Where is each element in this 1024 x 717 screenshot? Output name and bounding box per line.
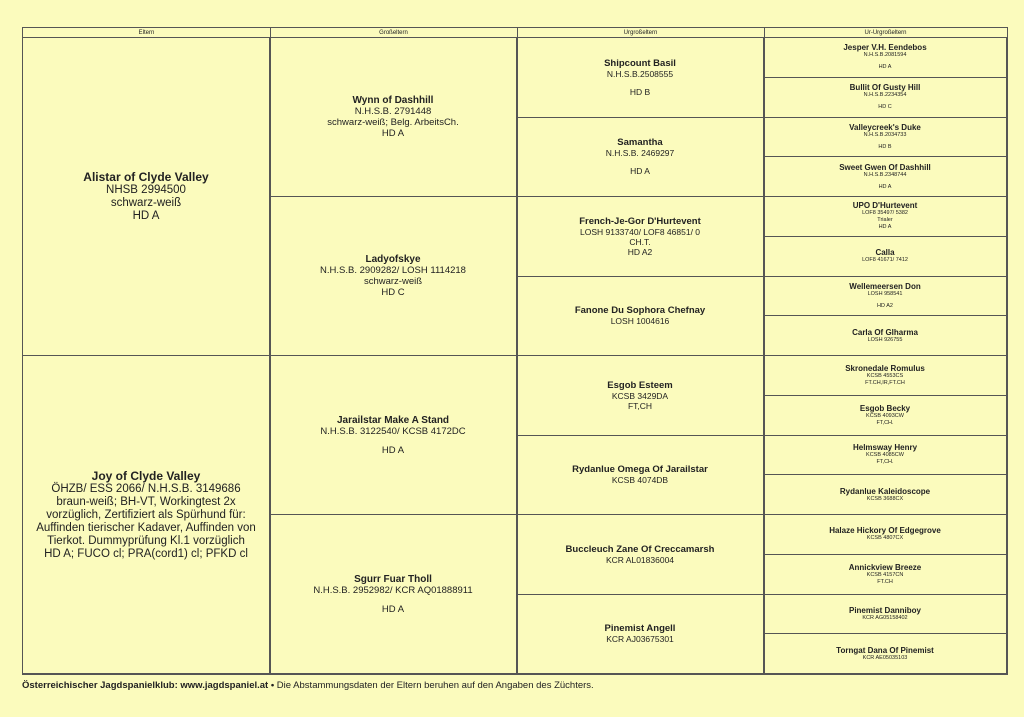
dog-name: Ladyofskye: [365, 254, 421, 265]
great-great-grandparent-cell: [764, 436, 1007, 476]
great-great-grandparent-cell: [764, 197, 1007, 237]
dog-detail: HD A: [878, 183, 892, 190]
dog-detail: N.H.S.B.2081594: [863, 52, 907, 59]
dog-detail: N.H.S.B.2348744: [863, 171, 907, 178]
dog-detail: N.H.S.B.2034733: [863, 131, 907, 138]
dog-name: Wynn of Dashhill: [352, 95, 434, 106]
dog-detail: KCSB 4085CW: [866, 452, 904, 459]
dog-detail: HD A2: [877, 302, 893, 309]
dog-detail: FT,CH: [627, 400, 653, 411]
parent-cell: [23, 356, 270, 674]
dog-detail: KCSB 4553CS: [866, 372, 904, 379]
dog-name: Jesper V.H. Eendebos: [843, 43, 927, 53]
dog-name: Esgob Becky: [859, 403, 911, 413]
great-great-grandparent-cell: [764, 78, 1007, 118]
dog-detail: HD A: [630, 166, 650, 177]
dog-detail: vorzüglich, Zertifiziert als Spürhund für:: [46, 508, 246, 521]
dog-detail: LOSH 958541: [867, 290, 903, 297]
dog-detail: LOF8 35497/ 5382: [862, 210, 908, 217]
dog-detail: KCSB 4074DB: [611, 475, 669, 486]
dog-name: Pinemist Angell: [604, 623, 676, 635]
dog-detail: KCSB 3429DA: [611, 390, 669, 401]
dog-detail: HD A2: [627, 246, 653, 257]
grandparent-cell: [270, 356, 517, 515]
dog-detail: HD C: [381, 287, 405, 298]
dog-detail: KCSB 4807CX: [866, 535, 904, 542]
great-grandparent-cell: [517, 277, 764, 357]
dog-detail: N.H.S.B.2234354: [863, 92, 907, 99]
header-eltern: Eltern: [23, 28, 270, 38]
dog-name: Shipcount Basil: [604, 57, 676, 69]
great-great-grandparent-cell: [764, 634, 1007, 674]
dog-detail: N.H.S.B.2508555: [606, 68, 674, 79]
dog-detail: LOF8 41671/ 7412: [862, 257, 908, 264]
dog-name: Alistar of Clyde Valley: [83, 170, 209, 184]
dog-name: Jarailstar Make A Stand: [336, 414, 450, 426]
dog-detail: HD A: [381, 128, 405, 139]
dog-name: Wellemeersen Don: [849, 281, 921, 291]
dog-detail: HD A: [381, 603, 405, 615]
footer-text: Die Abstammungsdaten der Eltern beruhen auf den Angaben des Züchters.: [274, 680, 594, 691]
dog-detail: N.H.S.B. 2791448: [354, 106, 432, 117]
dog-detail: KCR AE05035103: [862, 654, 908, 661]
dog-detail: ÖHZB/ ESS 2066/ N.H.S.B. 3149686: [51, 482, 241, 495]
dog-detail: KCR AL01836004: [605, 554, 675, 565]
great-great-grandparent-cell: [764, 118, 1007, 158]
great-grandparent-cell: [517, 515, 764, 595]
dog-detail: Auffinden tierischer Kadaver, Auffinden von: [36, 521, 256, 534]
dog-detail: schwarz-weiß: [363, 276, 423, 287]
great-grandparent-cell: [517, 436, 764, 516]
dog-detail: KCR AJ03675301: [606, 634, 674, 645]
dog-detail: KCSB 4157CN: [866, 571, 904, 578]
dog-detail: HD A: [878, 224, 892, 231]
dog-name: Skronedale Romulus: [845, 363, 925, 373]
grandparent-cell: [270, 197, 517, 356]
dog-name: Sweet Gwen Of Dashhill: [839, 162, 931, 172]
parent-cell: [23, 38, 270, 356]
dog-detail: FT,CH.: [876, 419, 894, 426]
dog-name: Carla Of Glharma: [852, 327, 918, 337]
dog-detail: FT,CH.: [876, 459, 894, 466]
dog-name: UPO D'Hurtevent: [852, 201, 918, 211]
great-great-grandparent-cell: [764, 515, 1007, 555]
dog-name: Sgurr Fuar Tholl: [354, 573, 432, 585]
great-great-grandparent-cell: [764, 595, 1007, 635]
grandparent-cell: [270, 38, 517, 197]
dog-detail: Trialer: [877, 217, 893, 224]
dog-detail: HD C: [878, 104, 892, 111]
dog-name: Buccleuch Zane Of Creccamarsh: [565, 543, 715, 555]
dog-name: Annickview Breeze: [848, 562, 922, 572]
dog-detail: N.H.S.B. 2909282/ LOSH 1114218: [320, 265, 466, 276]
dog-detail: HD B: [629, 86, 651, 97]
great-grandparent-cell: [517, 197, 764, 277]
dog-detail: FT.CH: [877, 578, 893, 585]
great-grandparent-cell: [517, 118, 764, 198]
dog-detail: HD A: [132, 210, 160, 222]
great-great-grandparent-cell: [764, 38, 1007, 78]
dog-detail: FT.CH,IR,FT.CH: [865, 379, 905, 386]
header-grosseltern: Großeltern: [270, 28, 517, 38]
footer-note: [22, 680, 594, 691]
header-ur-urgrosseltern: Ur-Urgroßeltern: [764, 28, 1007, 38]
footer-club: Österreichischer Jagdspanielklub: www.jagdspaniel.at •: [22, 680, 275, 691]
dog-detail: Tierkot. Dummyprüfung Kl.1 vorzüglich: [47, 534, 245, 547]
dog-detail: braun-weiß; BH-VT, Workingtest 2x: [56, 495, 236, 508]
dog-name: Esgob Esteem: [607, 379, 673, 391]
dog-detail: HD A: [878, 64, 892, 71]
great-great-grandparent-cell: [764, 237, 1007, 277]
dog-detail: KCSB 3688CX: [866, 495, 904, 502]
dog-detail: N.H.S.B. 2469297: [605, 148, 675, 159]
great-grandparent-cell: [517, 356, 764, 436]
dog-name: Samantha: [617, 137, 663, 149]
dog-detail: HD B: [878, 143, 892, 150]
dog-detail: HD A; FUCO cl; PRA(cord1) cl; PFKD cl: [44, 547, 248, 560]
great-great-grandparent-cell: [764, 555, 1007, 595]
dog-detail: schwarz-weiß; Belg. ArbeitsCh.: [327, 117, 459, 128]
dog-detail: LOSH 1004616: [610, 316, 670, 327]
great-great-grandparent-cell: [764, 277, 1007, 317]
great-great-grandparent-cell: [764, 475, 1007, 515]
dog-detail: N.H.S.B. 3122540/ KCSB 4172DC: [320, 425, 466, 437]
dog-name: Calla: [875, 248, 895, 258]
dog-name: Joy of Clyde Valley: [91, 468, 201, 483]
header-urgrosseltern: Urgroßeltern: [517, 28, 764, 38]
dog-detail: N.H.S.B. 2952982/ KCR AQ01888911: [313, 584, 473, 596]
dog-name: Rydanlue Kaleidoscope: [839, 486, 931, 496]
dog-name: Torngat Dana Of Pinemist: [836, 645, 934, 655]
great-grandparent-cell: [517, 38, 764, 118]
dog-detail: KCR AG05158402: [862, 614, 908, 621]
pedigree-table: [22, 27, 1008, 675]
dog-detail: LOSH 9133740/ LOF8 46851/ 0: [579, 226, 701, 237]
dog-name: Halaze Hickory Of Edgegrove: [829, 526, 941, 536]
great-great-grandparent-cell: [764, 396, 1007, 436]
dog-detail: schwarz-weiß: [110, 197, 182, 209]
dog-name: Rydanlue Omega Of Jarailstar: [572, 464, 708, 476]
dog-detail: KCSB 4093CW: [866, 412, 904, 419]
dog-detail: LOSH 926755: [867, 336, 903, 343]
dog-name: Pinemist Danniboy: [848, 605, 921, 615]
dog-name: French-Je-Gor D'Hurtevent: [579, 215, 701, 227]
great-great-grandparent-cell: [764, 356, 1007, 396]
great-grandparent-cell: [517, 595, 764, 675]
dog-name: Helmsway Henry: [852, 443, 918, 453]
dog-name: Bullit Of Gusty Hill: [849, 83, 921, 93]
dog-name: Fanone Du Sophora Chefnay: [574, 305, 706, 317]
great-great-grandparent-cell: [764, 157, 1007, 197]
dog-name: Valleycreek's Duke: [849, 122, 921, 132]
dog-detail: HD A: [381, 444, 405, 456]
dog-detail: NHSB 2994500: [106, 184, 186, 196]
great-great-grandparent-cell: [764, 316, 1007, 356]
dog-detail: CH.T.: [629, 236, 651, 247]
grandparent-cell: [270, 515, 517, 674]
